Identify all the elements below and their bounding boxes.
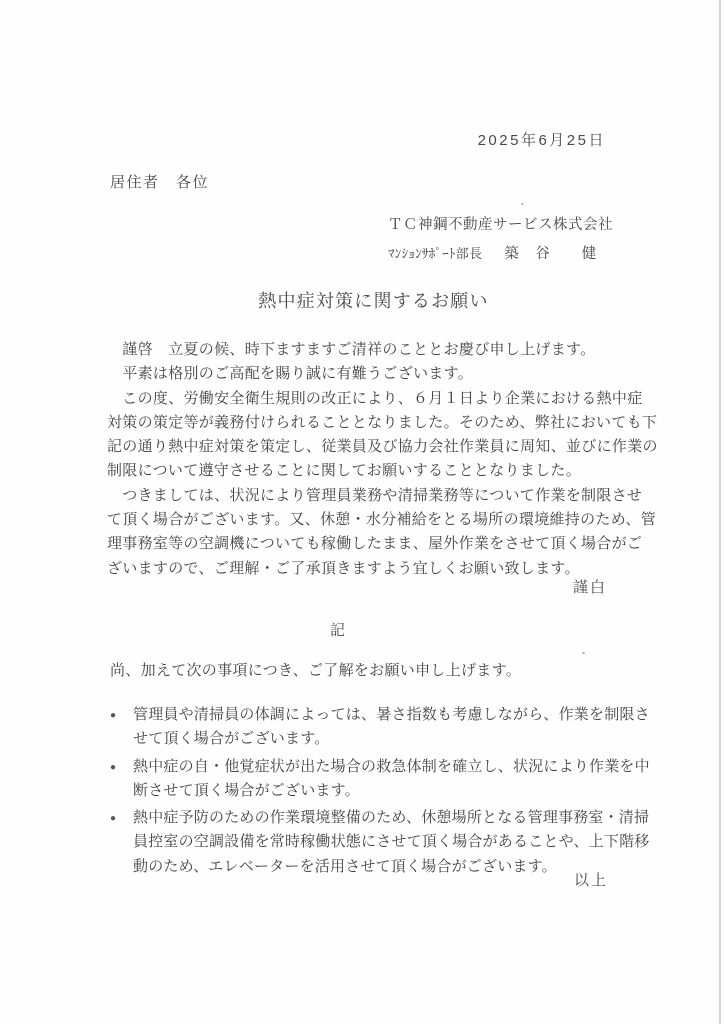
list-item: [110, 703, 650, 752]
scan-speck: [582, 652, 585, 654]
bullet-text: [133, 806, 650, 879]
sender-name: 築 谷 健: [504, 246, 598, 262]
end-marker: 以上: [573, 872, 608, 889]
bullet-list: [110, 703, 650, 882]
note-line: 尚、加えて次の事項につき、ご了解をお願い申し上げます。: [110, 662, 522, 679]
body-line: て頂く場合がございます。又、休憩・水分補給をとる場所の環境維持のため、管: [107, 511, 657, 529]
body-line: 対策の策定等が義務付けられることとなりました。そのため、弊社においても下: [107, 413, 658, 431]
bullet-line: 熱中症予防のための作業環境整備のため、休憩場所となる管理事務室・清掃: [133, 809, 650, 827]
recipient-line: 居住者 各位: [110, 174, 210, 191]
body-line: 記の通り熱中症対策を策定し、従業員及び協力会社作業員に周知、並びに作業の: [107, 438, 658, 456]
list-item: [110, 806, 650, 879]
bullet-icon: ●: [110, 761, 117, 773]
body-line: つきましては、状況により管理員業務や清掃業務等について作業を制限させ: [107, 486, 643, 504]
bullet-line: 動のため、エレベーターを活用させて頂く場合がございます。: [133, 857, 557, 875]
record-marker: 記: [330, 622, 346, 639]
scan-speck: [521, 203, 524, 205]
bullet-text: [133, 703, 650, 752]
body-line: ざいますので、ご理解・ご了承頂きますよう宜しくお願い致します。: [107, 559, 580, 577]
bullet-icon: ●: [110, 813, 117, 825]
body-line: 理事務室等の空調機についても稼働したまま、屋外作業をさせて頂く場合がご: [107, 535, 643, 553]
body-line: この度、労働安全衛生規則の改正により、６月１日より企業における熱中症: [107, 389, 643, 407]
scan-edge-line: [719, 0, 721, 1024]
body-line: 謹啓 立夏の候、時下ますますご清祥のこととお慶び申し上げます。: [107, 341, 596, 358]
sender-department-title: ﾏﾝｼｮﾝｻﾎﾟｰﾄ部長: [388, 246, 483, 261]
body-line: 平素は格別のご高配を賜り誠に有難うございます。: [107, 365, 474, 383]
letter-body: [107, 338, 658, 581]
bullet-line: 員控室の空調設備を常時稼働状態にさせて頂く場合があることや、上下階移: [133, 833, 650, 851]
bullet-line: 断させて頂く場合がございます。: [133, 781, 360, 799]
list-item: [110, 755, 650, 804]
sender-signature-line: [388, 242, 597, 263]
closing-word: 謹白: [572, 579, 607, 596]
bullet-text: [133, 755, 650, 804]
letter-date: 2025年6月25日: [477, 132, 606, 149]
body-line: 制限について遵守させることに関してお願いすることとなりました。: [107, 462, 582, 480]
bullet-line: 熱中症の自・他覚症状が出た場合の救急体制を確立し、状況により作業を中: [133, 757, 650, 775]
bullet-line: 管理員や清掃員の体調によっては、暑さ指数も考慮しながら、作業を制限さ: [133, 706, 650, 723]
letter-title: 熱中症対策に関するお願い: [258, 291, 489, 311]
sender-company: ＴＣ神鋼不動産サービス株式会社: [388, 217, 613, 233]
bullet-icon: ●: [110, 710, 117, 721]
bullet-line: せて頂く場合がございます。: [133, 730, 330, 748]
